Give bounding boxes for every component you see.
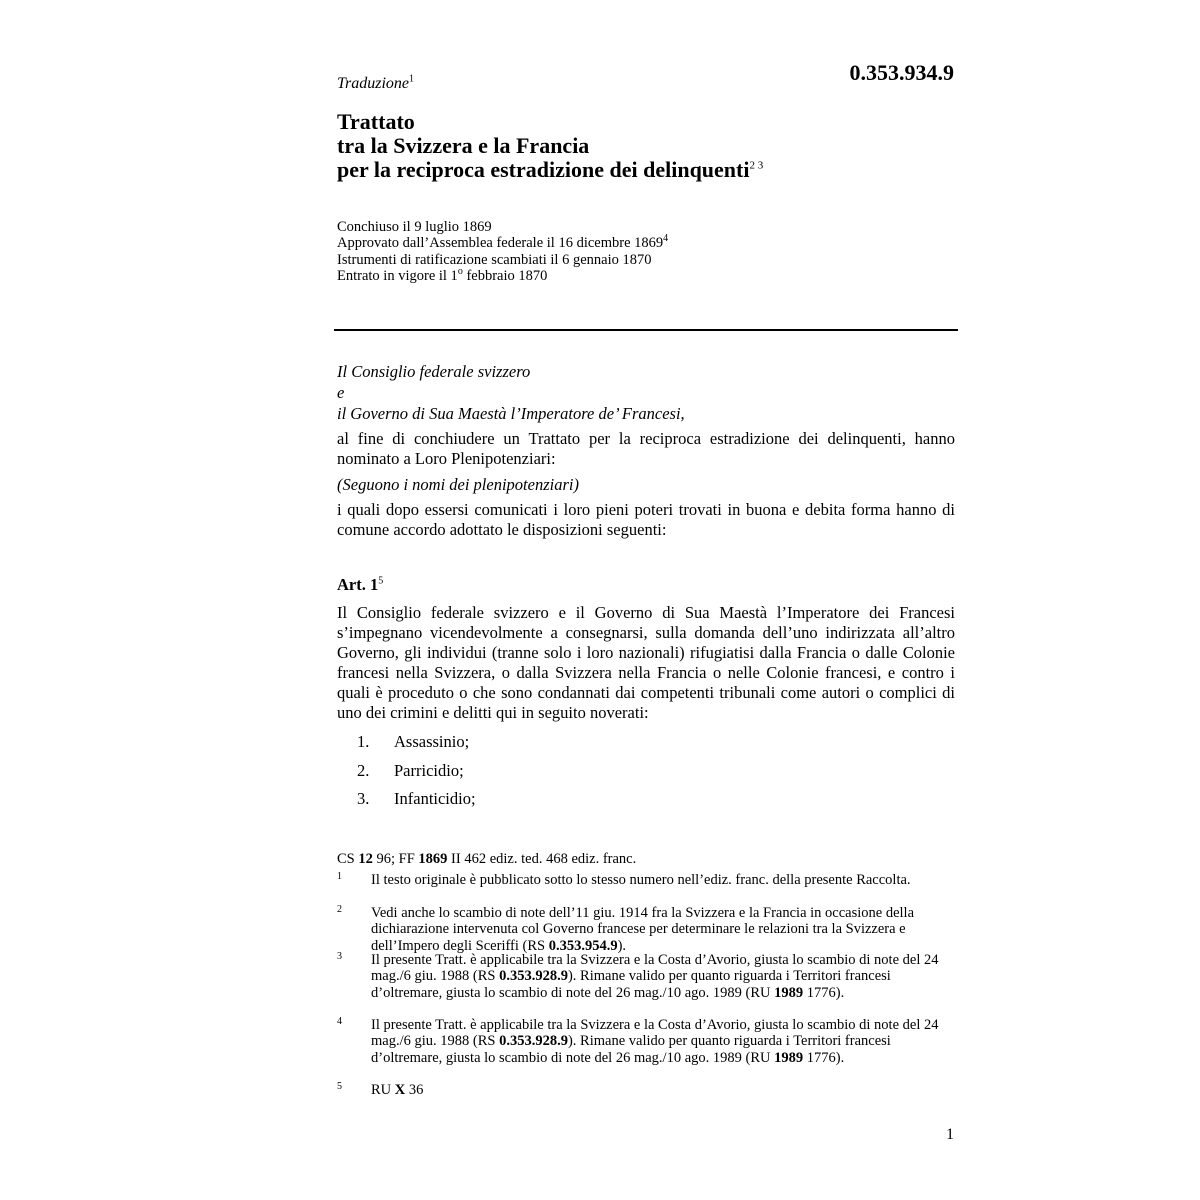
translation-note [337, 75, 414, 93]
article-1-heading-text: Art. 1 [337, 575, 379, 594]
preamble-party-2: il Governo di Sua Maestà l’Imperatore de’ Francesi, [337, 404, 685, 423]
article-1-text: Il Consiglio federale svizzero e il Governo di Sua Maestà l’Imperatore dei Francesi s’impegnano vicendevolmente a consegnarsi, sulla domanda dell’uno indirizzata all’altro Governo, gli individui (tranne solo i loro nazionali) rifugiatisi dalla Francia o dalle Colonie francesi nella Svizzera, o dalla Svizzera nella Francia o nelle Colonie francesi, e contro i quali è proceduto o che sono condannati dai competenti tribunali come autori o complici di uno dei crimini e delitti qui in seguito noverati: [337, 603, 955, 722]
footnote-number: 1 [337, 871, 342, 882]
rs-link[interactable]: 0.353.928.9 [499, 968, 568, 985]
source-citation [337, 851, 636, 868]
footnote-text: Vedi anche lo scambio di note dell’11 giu. 1914 fra la Svizzera e la Francia in occasione della dichiarazione intervenuta col Governo francese per determinare le relazioni tra la Svizzera e dell’Impero degli Sceriffi (RS 0.353.954.9). [371, 905, 915, 954]
citation-cs-prefix: CS [337, 851, 359, 867]
translation-label: Traduzione [337, 75, 410, 92]
title-line-1: Trattato [337, 109, 415, 134]
preamble-agreement: i quali dopo essersi comunicati i loro pieni poteri trovati in buona e debita forma hanno di comune accordo adottato le disposizioni seguenti: [337, 500, 955, 539]
footnote-ref[interactable]: 4 [663, 233, 669, 245]
footnote-1 [337, 872, 957, 888]
list-item-number: 2. [357, 761, 370, 780]
rs-link[interactable]: 0.353.954.9 [548, 937, 618, 954]
footnote-3 [337, 952, 957, 1001]
list-item [357, 761, 464, 781]
footnote-text: RU X 36 [371, 1082, 424, 1098]
footnote-ref[interactable]: 5 [378, 575, 384, 587]
footnote-number: 4 [337, 1016, 342, 1027]
document-title [337, 110, 957, 182]
horizontal-rule [334, 329, 958, 331]
sr-number: 0.353.934.9 [849, 60, 954, 85]
footnote-ref[interactable]: 2 3 [749, 159, 764, 172]
title-line-3 [337, 158, 957, 182]
footnote-5 [337, 1082, 957, 1098]
list-item [357, 789, 476, 809]
ordinal-suffix: o [457, 266, 463, 278]
preamble-conjunction: e [337, 383, 345, 402]
list-item-number: 1. [357, 732, 370, 751]
preamble [337, 361, 955, 540]
footnote-number: 3 [337, 951, 342, 962]
list-item-number: 3. [357, 789, 370, 808]
title-line-2: tra la Svizzera e la Francia [337, 133, 590, 158]
concluded-date: Conchiuso il 9 luglio 1869 [337, 219, 492, 235]
preamble-party-1: Il Consiglio federale svizzero [337, 362, 531, 381]
list-item [357, 732, 469, 752]
citation-ff-rest: II 462 ediz. ted. 468 ediz. franc. [447, 851, 637, 867]
in-force-suffix: febbraio 1870 [462, 267, 548, 284]
footnote-ref[interactable]: 1 [409, 73, 415, 85]
footnote-2 [337, 905, 957, 954]
in-force-date [337, 268, 668, 284]
citation-cs-page: 96; FF [372, 851, 419, 867]
citation-cs-volume: 12 [358, 851, 373, 867]
in-force-prefix: Entrato in vigore il 1 [337, 267, 458, 284]
list-item-label: Parricidio; [394, 761, 464, 780]
list-item-label: Assassinio; [394, 732, 470, 751]
preamble-names-note: (Seguono i nomi dei plenipotenziari) [337, 475, 579, 494]
footnote-number: 5 [337, 1081, 342, 1092]
rs-link[interactable]: 0.353.928.9 [499, 1033, 568, 1050]
footnote-text: Il presente Tratt. è applicabile tra la Svizzera e la Costa d’Avorio, giusta lo scambio di note del 24 mag./6 giu. 1988 (RS 0.353.928.9). Rimane valido per quanto riguarda i Territori francesi d’oltremare, giusta lo scambio di note del 26 mag./10 ago. 1989 (RU 1989 1776). [371, 952, 939, 1001]
ru-link[interactable]: X [394, 1082, 406, 1098]
treaty-dates [337, 219, 668, 284]
title-line-3-text: per la reciproca estradizione dei delinquenti [337, 157, 750, 182]
ru-link[interactable]: 1989 [774, 1049, 804, 1066]
approved-date-text: Approvato dall’Assemblea federale il 16 dicembre 1869 [337, 235, 664, 252]
citation-ff-year: 1869 [418, 851, 448, 867]
approved-date [337, 235, 668, 251]
article-1-heading [337, 575, 383, 595]
footnote-text: Il testo originale è pubblicato sotto lo stesso numero nell’ediz. franc. della presente Raccolta. [371, 872, 911, 888]
ratification-date: Istrumenti di ratificazione scambiati il 6 gennaio 1870 [337, 251, 652, 268]
preamble-purpose: al fine di conchiudere un Trattato per la reciproca estradizione dei delinquenti, hanno nominato a Loro Plenipotenziari: [337, 429, 955, 468]
footnote-text: Il presente Tratt. è applicabile tra la Svizzera e la Costa d’Avorio, giusta lo scambio di note del 24 mag./6 giu. 1988 (RS 0.353.928.9). Rimane valido per quanto riguarda i Territori francesi d’oltremare, giusta lo scambio di note del 26 mag./10 ago. 1989 (RU 1989 1776). [371, 1017, 939, 1066]
page-number: 1 [946, 1126, 954, 1143]
list-item-label: Infanticidio; [394, 789, 476, 808]
footnote-number: 2 [337, 904, 342, 915]
ru-link[interactable]: 1989 [774, 984, 804, 1001]
footnote-4 [337, 1017, 957, 1066]
